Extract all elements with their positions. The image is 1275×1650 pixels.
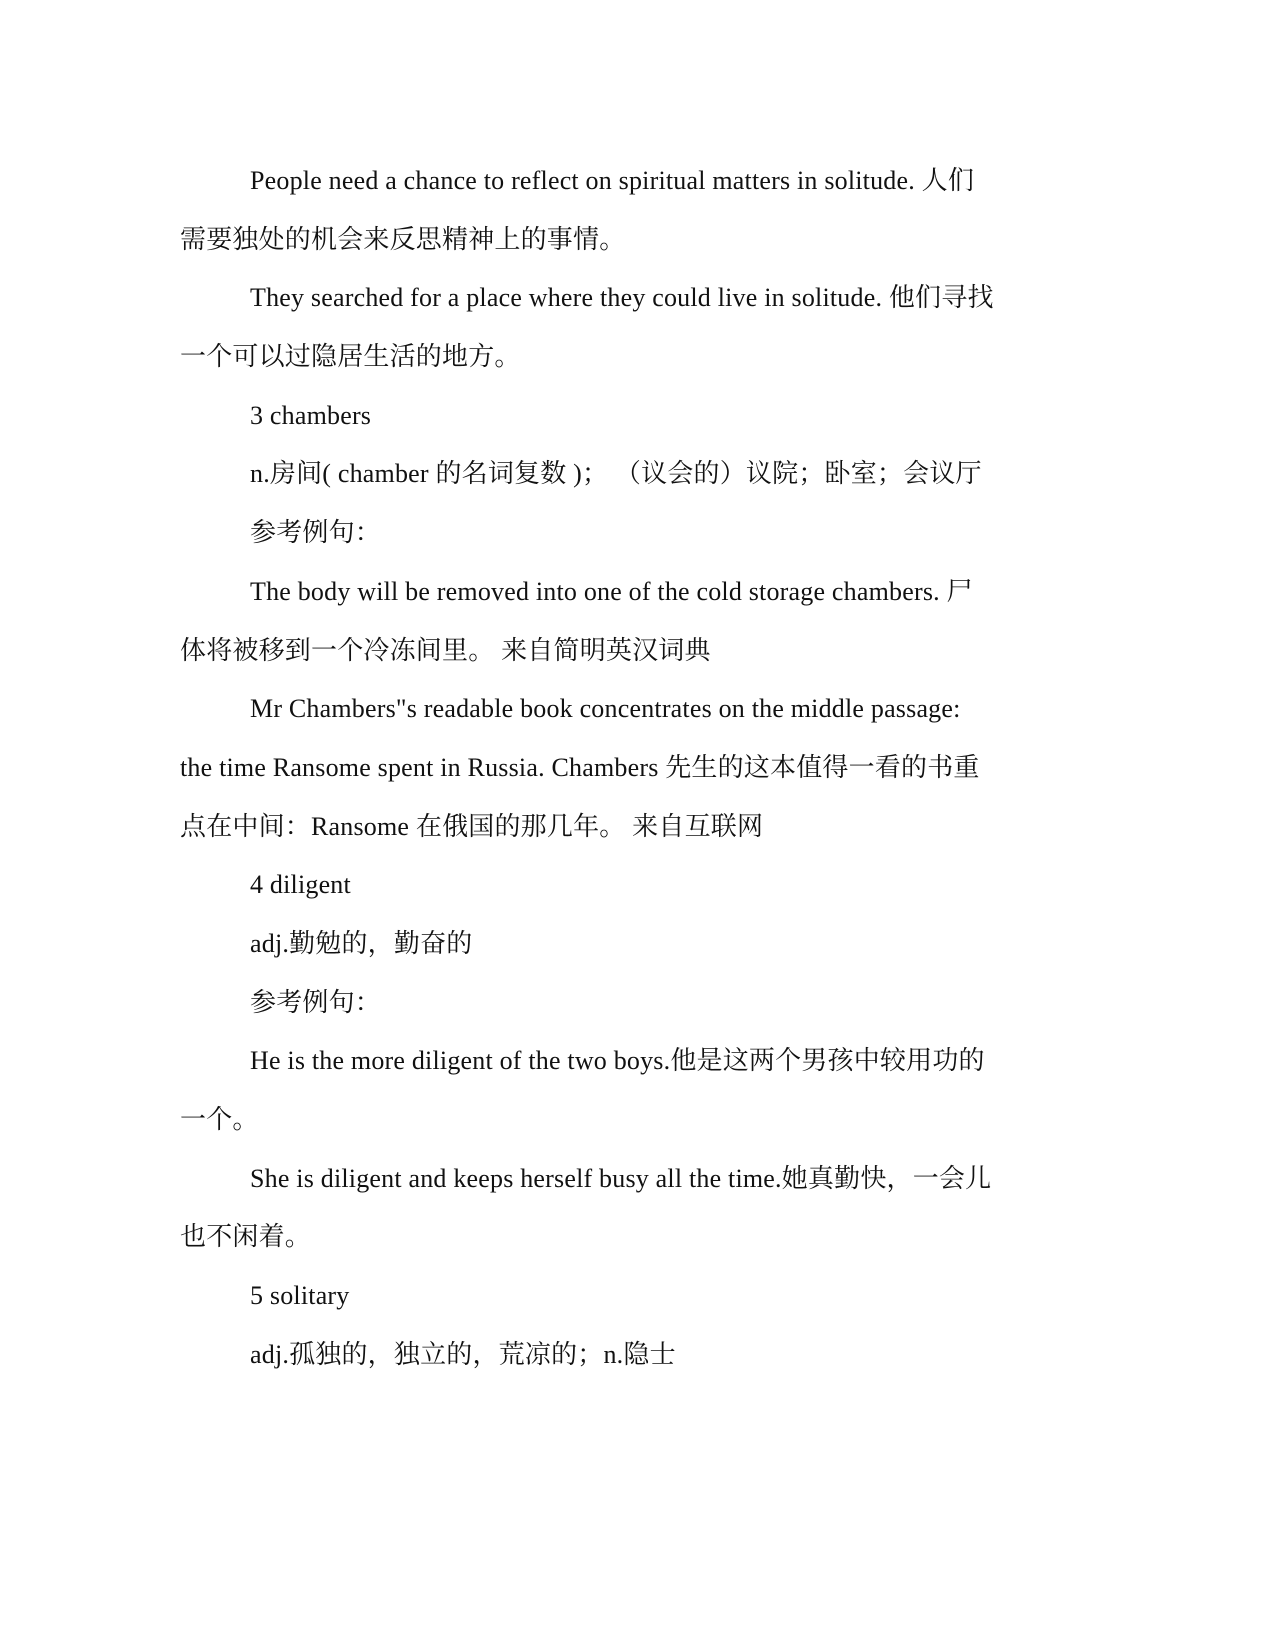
text-line: 参考例句：	[250, 518, 382, 548]
paragraph	[180, 269, 1040, 386]
text-line: Mr Chambers"s readable book concentrates on the middle passage:	[250, 694, 961, 724]
paragraph	[180, 1326, 1040, 1385]
text-line: 需要独处的机会来反思精神上的事情。	[180, 224, 626, 254]
paragraph	[180, 152, 1040, 269]
paragraph	[180, 1267, 1040, 1326]
paragraph	[180, 445, 1040, 504]
paragraph	[180, 1032, 1040, 1149]
text-line: 一个可以过隐居生活的地方。	[180, 342, 521, 372]
paragraph	[180, 915, 1040, 974]
text-line: She is diligent and keeps herself busy all the time.她真勤快，一会儿	[250, 1163, 992, 1193]
text-line: The body will be removed into one of the cold storage chambers. 尸	[250, 576, 973, 606]
paragraph	[180, 387, 1040, 446]
text-line: 也不闲着。	[180, 1222, 312, 1252]
document-body	[180, 152, 1040, 1384]
text-line: People need a chance to reflect on spiritual matters in solitude. 人们	[250, 166, 975, 195]
text-line: 一个。	[180, 1105, 259, 1134]
paragraph	[180, 856, 1040, 915]
paragraph	[180, 680, 1040, 856]
text-line: 点在中间：Ransome 在俄国的那几年。 来自互联网	[180, 811, 764, 841]
text-line: He is the more diligent of the two boys.他是这两个男孩中较用功的	[250, 1046, 985, 1076]
text-line: 5 solitary	[250, 1281, 350, 1311]
paragraph	[180, 974, 1040, 1033]
text-line: n.房间( chamber 的名词复数 )； （议会的）议院；卧室；会议厅	[250, 459, 982, 489]
text-line: adj.勤勉的，勤奋的	[250, 928, 473, 958]
paragraph	[180, 504, 1040, 563]
text-line: adj.孤独的，独立的，荒凉的；n.隐士	[250, 1339, 676, 1369]
text-line: They searched for a place where they could live in solitude. 他们寻找	[250, 283, 994, 313]
text-line: 4 diligent	[250, 870, 351, 900]
text-line: 3 chambers	[250, 400, 372, 430]
text-line: 参考例句：	[250, 987, 382, 1017]
text-line: 体将被移到一个冷冻间里。 来自简明英汉词典	[180, 635, 711, 665]
paragraph	[180, 563, 1040, 680]
paragraph	[180, 1150, 1040, 1267]
text-line: the time Ransome spent in Russia. Chambers 先生的这本值得一看的书重	[180, 752, 980, 782]
